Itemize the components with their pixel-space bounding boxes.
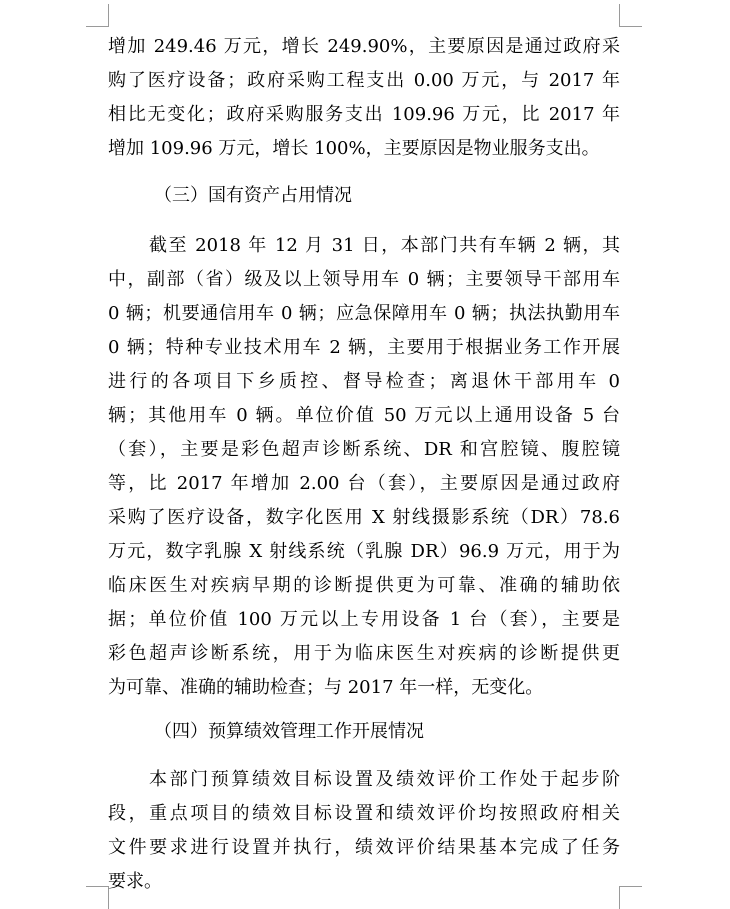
section-heading-performance: （四）预算绩效管理工作开展情况 — [154, 721, 424, 742]
para-assets-line: 0 辆；特种专业技术用车 2 辆，主要用于根据业务工作开展 — [108, 337, 620, 358]
para-assets-line: 彩色超声诊断系统，用于为临床医生对疾病的诊断提供更 — [108, 643, 620, 664]
para-assets-line: 为可靠、准确的辅助检查；与 2017 年一样，无变化。 — [108, 677, 544, 698]
crop-mark-bottom-right — [619, 886, 642, 909]
para-assets-line: 进行的各项目下乡质控、督导检查；离退休干部用车 0 — [108, 371, 620, 392]
para-performance-line: 文件要求进行设置并执行，绩效评价结果基本完成了任务 — [108, 837, 620, 858]
para-performance-line: 段，重点项目的绩效目标设置和绩效评价均按照政府相关 — [108, 803, 620, 824]
para-assets-line: 临床医生对疾病早期的诊断提供更为可靠、准确的辅助依 — [108, 575, 620, 596]
para-performance-line: 要求。 — [108, 871, 162, 892]
para-assets-line: （套），主要是彩色超声诊断系统、DR 和宫腔镜、腹腔镜 — [108, 439, 620, 460]
para-procurement-line: 相比无变化；政府采购服务支出 109.96 万元，比 2017 年 — [108, 104, 620, 125]
para-assets-line: 等，比 2017 年增加 2.00 台（套），主要原因是通过政府 — [108, 473, 620, 494]
para-performance-line: 本部门预算绩效目标设置及绩效评价工作处于起步阶 — [149, 769, 620, 790]
para-procurement-line: 增加 109.96 万元，增长 100%，主要原因是物业服务支出。 — [108, 138, 600, 159]
para-assets-line: 截至 2018 年 12 月 31 日，本部门共有车辆 2 辆，其 — [149, 235, 620, 256]
crop-mark-top-left — [86, 4, 109, 27]
section-heading-assets: （三）国有资产占用情况 — [154, 185, 352, 206]
para-assets-line: 中，副部（省）级及以上领导用车 0 辆；主要领导干部用车 — [108, 269, 620, 290]
para-assets-line: 万元，数字乳腺 X 射线系统（乳腺 DR）96.9 万元，用于为 — [108, 541, 620, 562]
para-assets-line: 据；单位价值 100 万元以上专用设备 1 台（套），主要是 — [108, 609, 620, 630]
para-procurement-line: 增加 249.46 万元，增长 249.90%，主要原因是通过政府采 — [108, 36, 620, 57]
crop-mark-top-right — [619, 4, 642, 27]
para-assets-line: 0 辆；机要通信用车 0 辆；应急保障用车 0 辆；执法执勤用车 — [108, 303, 620, 324]
para-assets-line: 辆；其他用车 0 辆。单位价值 50 万元以上通用设备 5 台 — [108, 405, 620, 426]
para-procurement-line: 购了医疗设备；政府采购工程支出 0.00 万元，与 2017 年 — [108, 70, 620, 91]
para-assets-line: 采购了医疗设备，数字化医用 X 射线摄影系统（DR）78.6 — [108, 507, 620, 528]
crop-mark-bottom-left — [86, 886, 109, 909]
